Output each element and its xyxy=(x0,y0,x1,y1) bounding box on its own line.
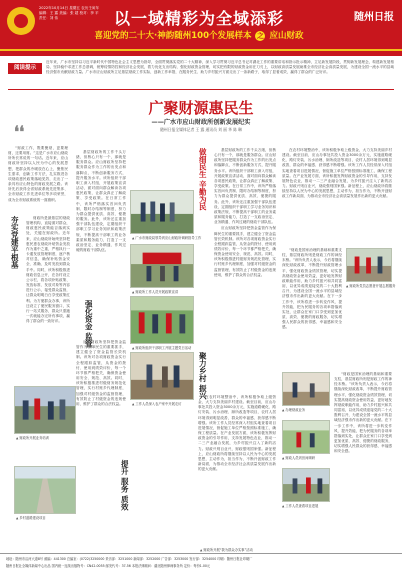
photo-volunteers-image xyxy=(347,249,391,281)
photo-project-image xyxy=(283,469,329,501)
banner-subtitle xyxy=(86,29,312,41)
divider xyxy=(8,89,394,90)
column-2-body xyxy=(76,150,126,290)
column-4-side xyxy=(282,248,342,348)
photo-party-day xyxy=(130,296,194,344)
photo-field-research xyxy=(282,420,330,454)
body-paragraph: 应山财政所坚持把资金监管作为保障民生的重要抓手，建立健全了资金监管长效机制。该所对各项财政资金实行全程跟踪监管，从资金的拨付、使用到绩效评价，每一个环节都严格把关，确保资金使用安全、规范、高效。同时，该所积极推进村级财务规范化管理，实行村账乡代理制度，加强对村级资金的监督管理，有效防止了村级资金的违规使用，维护了群众的合法权益。 xyxy=(76,340,126,406)
page-footer xyxy=(0,553,402,569)
section-head-text: 强化资金 监管 xyxy=(84,300,94,348)
photo-service-hall-image xyxy=(283,373,329,405)
photo-party-day-image xyxy=(131,297,193,343)
section-head-service-quality xyxy=(120,460,132,510)
photo-visit xyxy=(130,352,194,400)
photo-inspection xyxy=(130,190,194,234)
photo-caption: ▲ 广水市财政局领导到应山财政所调研指导工作 xyxy=(132,236,201,240)
masthead xyxy=(0,0,402,56)
photo-caption: ▲ 财政人员到田间调研 xyxy=(282,456,315,460)
banner-subtitle-topic: 应山财政 xyxy=(269,31,304,41)
quote-mark-icon: ❛❛ xyxy=(14,122,25,141)
section-head-party-building xyxy=(10,216,22,269)
section-head-text: 做细民生 辛勤为民 xyxy=(198,148,208,211)
body-paragraph: 在农村环境整治中，该所积极争取上级资金，大力支持美丽乡村建设。截至目前，应山办事处共投入资金3000余万元，实施道路硬化、路灯安装、污水治理、厕所改造等项目，农村人居环境得到明显改善，群众的幸福感、获得感不断增强。该所工作人员经常深入村组实地查看项目进展情况，督促施工单位严格按照标准施工，确保工程质量。在产业发展方面，该所积极发挥财政资金的引导作用，支持发展特色农业，推动一二三产业融合发展，为乡村振兴注入了新的活力。财政兴则百业兴，财政强则国家强。新征程上，应山财政所将继续坚持以人民为中心的发展思想，主动作为，担当作为，不断开创财政工作新局面，为推动全市经济社会高质量发展作出新的更大贡献。 xyxy=(282,148,392,199)
section-head-rural-revitalization xyxy=(198,352,210,400)
photo-publicity-image xyxy=(131,245,193,287)
photo-road-image xyxy=(15,467,75,513)
photo-caption: ▲ 财政所工作人员开展政策宣讲 xyxy=(132,290,178,294)
reading-tip-text: 近年来，广水市坚持以习近平新时代中国特色社会主义思想为指导，全面贯彻落实党的二十大精神，深入学习贯彻习近平总书记对湖北工作的重要讲话和指示批示精神，立足新发展阶段，贯彻新发展理念，构建新发展格局，坚持稳中求进工作总基调，统筹疫情防控和经济社会发展，着力优化支出结构，强化财政资金管理，切实把有限的财政资金用在刀刃上，以财政高质量发展助推全市经济社会高质量发展，为建设全国一流水平的县域经济强市贡献财政力量。广水市应山财政所立足基层财政工作实际，创新工作举措，在服务民生、助力乡村振兴方面走出了一条新路子，取得了显著成效，赢得了群众的广泛好评。 xyxy=(46,60,394,75)
body-paragraph: 财政所是最基层的财政管理机构，直接面对群众，财政惠民政策能否落到实处，关键在财政所。近年来，应山财政所始终坚持把惠民惠农财政补贴资金发放作为重中之重，严格执行一卡通发放管理制度，逐户核对信息，确保补贴资金安全、准确、及时发放到群众手中。同时，该所积极推进财政信息公开，在各村设立公示栏，将各项补贴政策、发放标准、发放对象等内容进行公示，接受群众监督，让群众明明白白享受政策红利。为方便群众办事，该所还设立了便民服务窗口，实行一站式服务，群众只需跑一次就能办完所有事项，赢得了群众的一致好评。 xyxy=(26,216,70,324)
photo-publicity xyxy=(130,244,194,288)
article-subhead: ——广水市应山财政所创新发展纪实 xyxy=(151,119,251,126)
photo-caption: ▲ 财政所组织干部职工开展主题党日活动 xyxy=(132,346,191,350)
reading-tip-tag: 阅读提示 xyxy=(8,63,42,74)
section-head-text: 聚力乡村 振兴 xyxy=(198,352,208,400)
column-2-cont xyxy=(76,340,130,540)
section-head-people-livelihood xyxy=(198,148,210,211)
section-head-text: 提升 服务 质效 xyxy=(120,460,130,511)
body-paragraph: “财政是国家治理的基础和重要支柱，基层财政所则是财政工作的神经末梢。”该所负责人表示，今后将继续深化财政改革，不断提升财政管理水平，强化财政资金绩效管理，切实提高财政资金使用效益，更好地发挥财政职能作用，助力乡村振兴和共同富裕，以优异成绩迎接党的二十大胜利召开，为建设全国一流水平的县域经济强市作出新的更大贡献。在下一步工作中，该所将进一步转变作风、提升效能，把为民服务的各项举措落到实处，让群众在家门口享受到更加优质、高效、便捷的财政服务，切实增强人民群众的获得感、幸福感和安全感。 xyxy=(334,372,392,454)
photo-road xyxy=(14,466,76,514)
photo-service-hall xyxy=(282,372,330,406)
photo-caption: ▲ 办理财政业务 xyxy=(282,408,305,412)
photo-ceremony xyxy=(14,386,76,434)
masthead-rule xyxy=(0,49,402,51)
photo-caption: ▲ 乡村道路建设项目 xyxy=(16,516,46,520)
column-3-body xyxy=(214,148,276,344)
body-paragraph: 基层财政所的工作千头万绪，但核心只有一个，那就是服务群众。应山财政所坚持把服务群众作为工作的出发点和落脚点，不断创新服务方式，提升服务水平。该所组织干部职工深入村组，开展政策宣讲活动，面对面向群众解读各项惠民政策，让群众真正了解政策、享受政策。在日常工作中，该所严格落实首问负责制、限时办结制等制度，努力为群众提供优质、高效、便捷的服务。此外，该所还注重加强干部队伍建设，定期组织干部职工学习业务知识和政策法规，不断提高干部职工的业务素质和服务能力，打造了一支政治坚定、业务精通、作风过硬的财政干部队伍。 xyxy=(76,150,126,252)
column-3-cont xyxy=(198,395,276,545)
footer-line-1: 地址：随州市沿河大道8号 邮编：441300 总编室：(0722)3250000 采访部：3251000 新闻部：3252000 广告部：3253000 发行部：3254000 印刷：随州日报社印刷厂 xyxy=(6,557,253,561)
article-headline: 广聚财源惠民生 xyxy=(148,99,254,117)
banner-subtitle-main: 喜迎党的二十大·神韵随州100个发展样本 xyxy=(94,31,252,41)
photo-visit-image xyxy=(131,353,193,399)
issue-info: 2022年10月14日 星期五 农历壬寅年 编辑：王 露 美编：张 超 校对：李 平 责任：刘 伟 xyxy=(39,6,100,20)
banner-subtitle-badge: 之 xyxy=(256,32,264,40)
banner-title: 以一域精彩为全域添彩 xyxy=(113,9,284,28)
column-5-body xyxy=(334,372,392,546)
photo-inspection-image xyxy=(131,191,193,233)
column-1-lead xyxy=(8,146,68,210)
photo-caption: ▲ 财政所开展“我为群众办实事”活动 xyxy=(200,548,253,552)
lead-paragraph: “财政工作，既要聚财，更要理财，还要用财。”这是广水市应山财政所所长常说的一句话。近年来，应山财政所坚持以人民为中心的发展思想，把群众的冷暖放在心上，聚焦民生需求，创新工作方法，扎实推进各项财政惠民政策落地见效，走出了一条具有应山特色的财政发展之路。该所先后获得全省财政系统先进集体、全市财政工作先进单位等多项荣誉，成为全市财政系统的一面旗帜。 xyxy=(8,146,68,202)
photo-project xyxy=(282,468,330,502)
photo-caption: ▲ 财政所开展业务培训 xyxy=(16,436,49,440)
article-byline: 随州日报全媒体记者 王 露 通讯员 刘 丽 华 陈 琳 xyxy=(160,127,242,132)
section-head-text: 夯实党建平根基 xyxy=(10,216,20,269)
party-emblem-icon xyxy=(7,7,35,35)
photo-caption: ▲ 工作人员深入农户家中开展走访 xyxy=(132,402,181,406)
column-1-body xyxy=(26,216,70,346)
body-paragraph: 在农村环境整治中，该所积极争取上级资金，大力支持美丽乡村建设。截至目前，应山办事处共投入资金3000余万元，实施道路硬化、路灯安装、污水治理、厕所改造等项目，农村人居环境得到明显改善，群众的幸福感、获得感不断增强。该所工作人员经常深入村组实地查看项目进展情况，督促施工单位严格按照标准施工，确保工程质量。在产业发展方面，该所积极发挥财政资金的引导作用，支持发展特色农业，推动一二三产业融合发展，为乡村振兴注入了新的活力。财政兴则百业兴，财政强则国家强。新征程上，应山财政所将继续坚持以人民为中心的发展思想，主动作为，担当作为，不断开创财政工作新局面，为推动全市经济社会高质量发展作出新的更大贡献。 xyxy=(198,395,276,472)
photo-field-research-image xyxy=(283,421,329,453)
column-4-body xyxy=(282,148,392,248)
photo-caption: ▲ 工作人员查看项目进展 xyxy=(282,504,318,508)
newspaper-name: 随州日报 xyxy=(354,12,394,23)
body-paragraph: 应山财政所坚持把资金监管作为保障民生的重要抓手，建立健全了资金监管长效机制。该所对各项财政资金实行全程跟踪监管，从资金的拨付、使用到绩效评价，每一个环节都严格把关，确保资金使用安全、规范、高效。同时，该所积极推进村级财务规范化管理，实行村账乡代理制度，加强对村级资金的监督管理，有效防止了村级资金的违规使用，维护了群众的合法权益。 xyxy=(214,226,276,277)
body-paragraph: “财政是国家治理的基础和重要支柱，基层财政所则是财政工作的神经末梢。”该所负责人表示，今后将继续深化财政改革，不断提升财政管理水平，强化财政资金绩效管理，切实提高财政资金使用效益，更好地发挥财政职能作用，助力乡村振兴和共同富裕，以优异成绩迎接党的二十大胜利召开，为建设全国一流水平的县域经济强市作出新的更大贡献。在下一步工作中，该所将进一步转变作风、提升效能，把为民服务的各项举措落到实处，让群众在家门口享受到更加优质、高效、便捷的财政服务，切实增强人民群众的获得感、幸福感和安全感。 xyxy=(282,248,342,330)
photo-volunteers xyxy=(346,248,392,282)
footer-line-2: 随州日报社全媒体新闻中心出品 国内统一连续出版物号：CN42-0055 邮发代号：37-56 本报法律顾问：湖北随州律师事务所 定价：每份1.00元 xyxy=(6,564,211,568)
photo-caption: ▲ 财政所党员志愿者开展志愿服务 xyxy=(346,284,395,288)
photo-ceremony-image xyxy=(15,387,75,433)
body-paragraph: 基层财政所的工作千头万绪，但核心只有一个，那就是服务群众。应山财政所坚持把服务群众作为工作的出发点和落脚点，不断创新服务方式，提升服务水平。该所组织干部职工深入村组，开展政策宣讲活动，面对面向群众解读各项惠民政策，让群众真正了解政策、享受政策。在日常工作中，该所严格落实首问负责制、限时办结制等制度，努力为群众提供优质、高效、便捷的服务。此外，该所还注重加强干部队伍建设，定期组织干部职工学习业务知识和政策法规，不断提高干部职工的业务素质和服务能力，打造了一支政治坚定、业务精通、作风过硬的财政干部队伍。 xyxy=(214,148,276,225)
